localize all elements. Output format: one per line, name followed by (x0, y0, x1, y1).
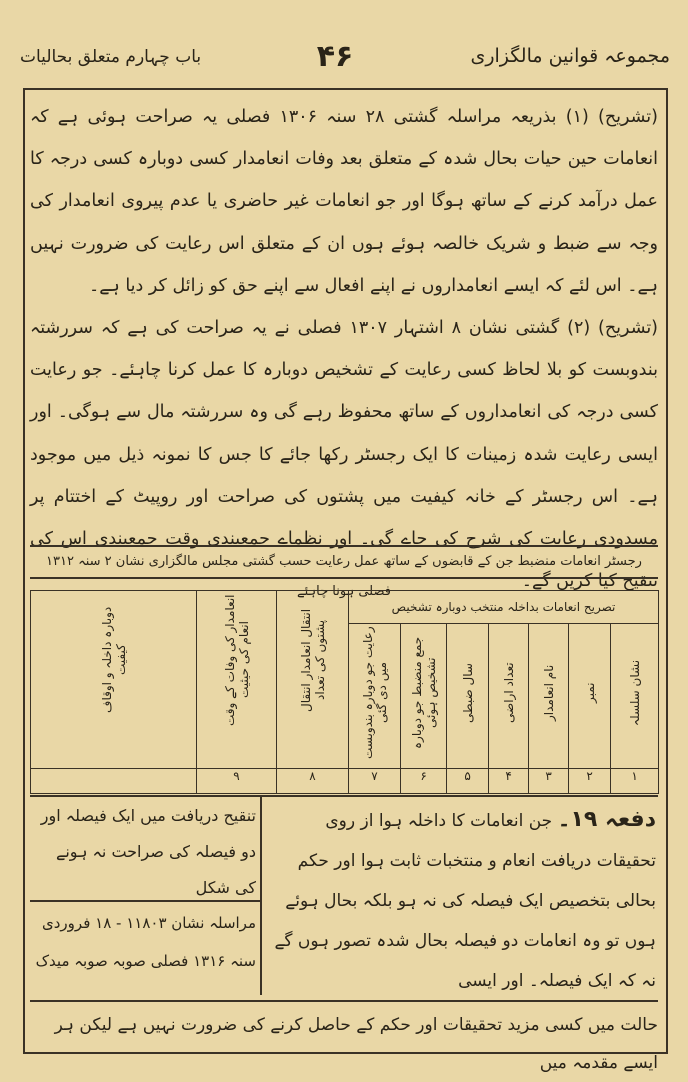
register-col-10-label: دوبارہ داخلہ و اوقاف کیفیت (99, 606, 128, 714)
section-19-label: دفعہ ۱۹۔ (557, 807, 656, 832)
register-group-header: تصریح انعامات بداخلہ منتخب دوبارہ تشخیص (349, 591, 659, 624)
register-col-5 (447, 624, 489, 769)
register-col-3 (529, 624, 569, 769)
chapter-title: باب چہارم متعلق بحالیات (20, 46, 202, 67)
register-num-5: ۵ (447, 769, 489, 794)
register-col-7-label: رعایت جو دوبارہ بندوبست میں دی گئی (360, 626, 389, 760)
bottom-rule (30, 1000, 658, 1002)
register-col-4 (489, 624, 529, 769)
register-num-6: ۶ (401, 769, 447, 794)
register-col-6 (401, 624, 447, 769)
register-col-2 (569, 624, 611, 769)
register-col-9-label: انعامدار کی وفات کے وقت انعام کی حیثیت (222, 594, 251, 726)
register-num-1: ۱ (611, 769, 659, 794)
register-col-1 (611, 624, 659, 769)
register-num-3: ۳ (529, 769, 569, 794)
section-19-text (268, 800, 656, 1001)
register-num-2: ۲ (569, 769, 611, 794)
register-col-1-label: نشان سلسلہ (627, 659, 642, 727)
register-col-5-label: سال ضبطی (460, 663, 475, 723)
register-num-8: ۸ (277, 769, 349, 794)
side-note-reference: مراسلہ نشان ۱۱۸۰۳ - ۱۸ فروردی سنہ ۱۳۱۶ فصلی صوبہ صوبہ میدک (35, 914, 256, 970)
register-num-7: ۷ (349, 769, 401, 794)
register-col-10 (31, 591, 197, 769)
register-num-9: ۹ (197, 769, 277, 794)
register-col-2-label: نمبر (582, 682, 597, 704)
page-header (20, 28, 670, 84)
continuation-text: حالت میں کسی مزید تحقیقات اور حکم کے حاصل کرنے کی ضرورت نہیں ہے لیکن ہر ایسے مقدمہ میں (54, 1015, 658, 1073)
register-col-6-label: جمع منضبط جو دوبارہ تشخیص ہوئی (409, 636, 438, 750)
register-col-9 (197, 591, 277, 769)
side-note-rule (30, 900, 260, 902)
book-title: مجموعہ قوانین مالگزاری (470, 45, 670, 67)
side-note-lead: تنقیح دریافت میں ایک فیصلہ اور دو فیصلہ (40, 806, 256, 861)
explanation-2: (تشریح) (۲) گشتی نشان ۸ اشتہار ۱۳۰۷ فصلی نے یہ صراحت کی ہے کہ سررشتہ بندوبست کو بلا لحاظ کسی رعایت کے تشخیص دوبارہ کا عمل کرنا چاہئے۔ جو رعایت کسی درجہ کی انعامداروں کے ساتھ محفوظ رہے گی وہ سررشتہ مال سے ہوگی۔ اور ایسی رعایت شدہ زمینات کا ایک رجسٹر رکھا جائے کا جس کا نمونہ ذیل میں موجود ہے۔ اس رجسٹر کے خانہ کیفیت میں پشتوں کی صراحت اور روپیٹ کے اختتام پر مسدودی رعایت کی شرح کی جاے گی۔ اور نظماے جمعبندی وقت جمعبندی اس کی تنقیح کیا کریں گے۔ (30, 318, 659, 592)
side-note-top-text: کی صراحت نہ ہونے کی شکل (55, 842, 256, 897)
register-col-8 (277, 591, 349, 769)
register-col-8-label: انتقال انعامدار انتقال پشتوں کی تعداد (298, 608, 327, 712)
register-num-4: ۴ (489, 769, 529, 794)
register-col-3-label: نام انعامدار (541, 664, 556, 722)
explanation-1: (تشریح) (۱) بذریعہ مراسلہ گشتی ۲۸ سنہ ۱۳۰۶ فصلی یہ صراحت ہوئی ہے کہ انعامات حین حیات بحال شدہ کے متعلق بعد وفات انعامدار کسی دوبارہ کسی درجہ کا عمل درآمد کرنے کے ساتھ ہوگا اور جو انعامات غیر حاضری یا عدم پیروی انعامدار کی وجہ سے ضبط و شریک خالصہ ہوئے ہوں ان کے متعلق اس رعایت کی ضرورت نہیں ہے۔ اس لئے کہ ایسے انعامداروں نے اپنے افعال سے اپنے حق کو زائل کر دیا ہے۔ (30, 107, 658, 296)
register-col-4-label: تعداد اراضی (501, 662, 516, 724)
register-num-10 (31, 769, 197, 794)
section-19-body: جن انعامات کا داخلہ ہوا از روی تحقیقات دریافت انعام و منتخبات ثابت ہوا اور حکم بحالی بتخصیص ایک فیصلہ کی نہ ہو بلکہ بحال ہوئے ہوں تو وہ انعامات دو فیصلہ بحال شدہ تصور ہوں گے نہ کہ ایک فیصلہ۔ اور ایسی (274, 811, 656, 991)
lower-section-divider (260, 795, 262, 995)
page-number: ۴۶ (316, 38, 354, 74)
register-col-7 (349, 624, 401, 769)
explanation-text (30, 96, 658, 602)
register-title: رجسٹر انعامات منضبط جن کے قابضوں کے ساتھ عمل رعایت حسب گشتی مجلس مالگزاری نشان ۲ سنہ ۱۳۱۲ فصلی ہونا چاہئے (30, 545, 658, 579)
side-note-top (34, 798, 256, 906)
register-table (30, 590, 659, 794)
